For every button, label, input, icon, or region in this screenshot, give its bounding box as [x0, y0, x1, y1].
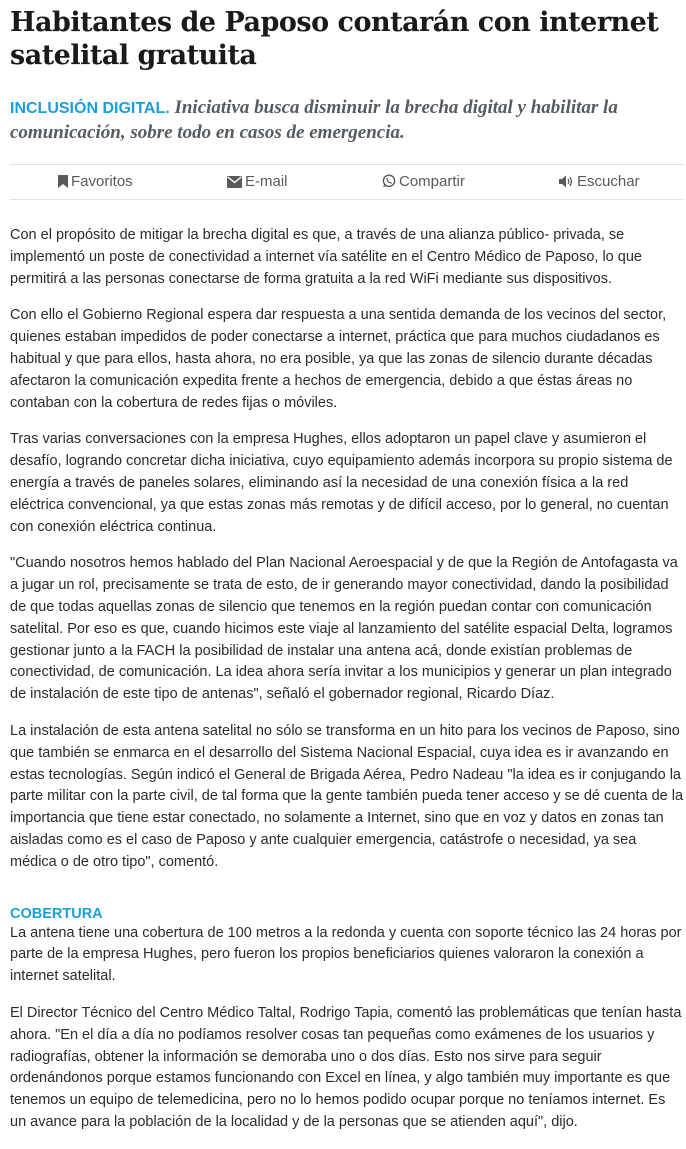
share-button[interactable] — [382, 165, 465, 199]
section-heading: COBERTURA — [10, 905, 103, 922]
kicker: INCLUSIÓN DIGITAL. — [10, 100, 170, 117]
body-paragraph: La antena tiene una cobertura de 100 metros a la redonda y cuenta con soporte técnico las 24 horas por parte de la empresa Hughes, pero fueron los propios beneficiarios quienes valoraron la conexión a internet satelital. — [10, 924, 682, 985]
share-toolbar — [10, 164, 684, 200]
body-paragraph: Tras varias conversaciones con la empresa Hughes, ellos adoptaron un papel clave y asumieron el desafío, logrando concretar dicha iniciativa, cuyo equipamiento además incorpora su propio sistema de energía a través de paneles solares, eliminando así la necesidad de una conexión física a la red eléctrica convencional, ya que estas zonas más remotas y de difícil acceso, por lo general, no cuentan con conexión eléctrica continua. — [10, 431, 673, 535]
envelope-icon — [227, 176, 242, 188]
email-button[interactable] — [227, 165, 288, 199]
favorites-label: Favoritos — [71, 173, 133, 190]
body-paragraph: Con el propósito de mitigar la brecha digital es que, a través de una alianza público- privada, se implementó un poste de conectividad a internet vía satélite en el Centro Médico de Paposo, lo que permitirá a las personas conectarse de forma gratuita a la red WiFi mediante sus dispositivos. — [10, 227, 642, 287]
body-paragraph: La instalación de esta antena satelital no sólo se transforma en un hito para los vecinos de Paposo, sino que también se enmarca en el desarrollo del Sistema Nacional Espacial, cuya idea es ir avanzando en estas tecnologías. Según indicó el General de Brigada Aérea, Pedro Nadeau "la idea es ir conjugando la parte militar con la parte civil, de tal forma que la gente también pueda tener acceso y se dé cuenta de la importancia que tiene estar conectado, no solamente a Internet, sino que en voz y datos en zonas tan aisladas como es el caso de Paposo y ante cualquier emergencia, catástrofe o necesidad, ya sea médica o de otro tipo", comentó. — [10, 722, 684, 870]
body-paragraph: El Director Técnico del Centro Médico Taltal, Rodrigo Tapia, comentó las problemáticas que tenían hasta ahora. "En el día a día no podíamos resolver cosas tan pequeñas como exámenes de los usuarios y radiografías, obtener la información se demoraba uno o dos días. Esto nos sirve para seguir ordenándonos porque estamos funcionando con Excel en línea, y algo también muy importante es que tenemos un equipo de telemedicina, pero no lo hemos podido ocupar porque no teníamos internet. Es un avance para la población de la localidad y de la personas que se atienden aquí", dijo. — [10, 1004, 682, 1130]
listen-button[interactable] — [559, 165, 640, 199]
listen-label: Escuchar — [577, 173, 640, 190]
speaker-icon — [559, 175, 574, 188]
body-paragraph: Con ello el Gobierno Regional espera dar respuesta a una sentida demanda de los vecinos del sector, quienes estaban impedidos de poder conectarse a internet, práctica que para muchos ciudadanos es habitual y que para ellos, hasta ahora, no era posible, ya que las zonas de silencio durante décadas afectaron la comunicación expedita frente a hechos de emergencia, debido a que éstas áreas no contaban con la cobertura de redes fijas o móviles. — [10, 307, 667, 411]
favorites-button[interactable] — [58, 165, 133, 199]
article — [10, 6, 684, 1149]
share-label: Compartir — [399, 173, 465, 190]
article-body — [10, 225, 684, 1134]
lead — [10, 96, 684, 145]
summary: Iniciativa busca disminuir la brecha digital y habilitar la comunicación, sobre todo en casos de emergencia. — [10, 97, 618, 143]
headline: Habitantes de Paposo contarán con internet satelital gratuita — [10, 7, 659, 71]
email-label: E-mail — [245, 173, 288, 190]
bookmark-icon — [58, 175, 68, 188]
whatsapp-icon — [382, 174, 396, 188]
body-paragraph: "Cuando nosotros hemos hablado del Plan Nacional Aeroespacial y de que la Región de Antofagasta va a jugar un rol, precisamente se trata de esto, de ir generando mayor conectividad, dando la posibilidad de que todas aquellas zonas de silencio que tenemos en la región puedan contar con comunicación satelital. Por eso es que, cuando hicimos este viaje al lanzamiento del satélite espacial Delta, logramos gestionar junto a la FACH la posibilidad de instalar una antena acá, donde existían problemas de conectividad, de comunicación. La idea ahora sería invitar a los municipios y generar un plan integrado de instalación de este tipo de antenas", señaló el gobernador regional, Ricardo Díaz. — [10, 555, 678, 703]
